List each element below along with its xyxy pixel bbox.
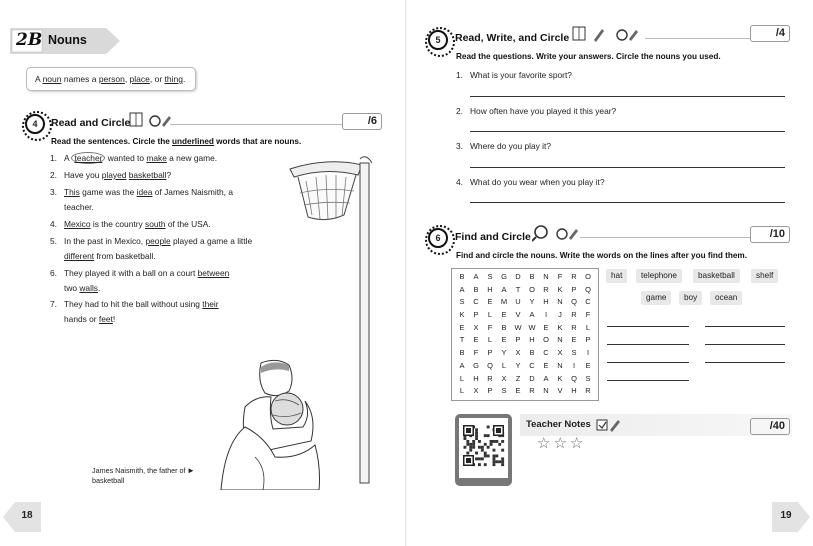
section-title: Read and Circle	[51, 117, 131, 129]
answer-line[interactable]	[470, 167, 785, 168]
grid-letter[interactable]: L	[459, 386, 465, 396]
grid-letter[interactable]: A	[501, 284, 507, 294]
grid-letter[interactable]: N	[557, 360, 563, 370]
grid-letter[interactable]: R	[585, 386, 591, 396]
section5-number-badge: 5	[428, 30, 448, 50]
word-answer-line[interactable]	[705, 344, 785, 345]
grid-letter[interactable]: L	[487, 335, 493, 345]
section5-title: Read, Write, and Circle	[455, 32, 570, 44]
list-item: 3. This game was the idea of James Naismith, a teacher.	[50, 187, 233, 212]
section5-score-box[interactable]: /4	[750, 25, 790, 42]
grid-letter[interactable]: Z	[515, 373, 521, 383]
section5-divider	[645, 38, 750, 39]
grid-letter[interactable]: R	[543, 284, 549, 294]
grid-letter[interactable]: R	[571, 310, 577, 320]
grid-letter[interactable]: R	[529, 386, 535, 396]
word-search-grid[interactable]	[451, 268, 599, 401]
grid-letter[interactable]: E	[585, 360, 591, 370]
grid-letter[interactable]: J	[558, 310, 562, 320]
grid-letter[interactable]: X	[557, 348, 563, 358]
grid-letter[interactable]: E	[459, 322, 465, 332]
grid-letter[interactable]: S	[487, 272, 493, 281]
section6-divider	[580, 237, 750, 238]
grid-letter[interactable]: F	[585, 310, 591, 320]
caption-arrow-icon: ►	[187, 466, 195, 475]
word-answer-line[interactable]	[705, 326, 785, 327]
word-answer-line[interactable]	[705, 362, 785, 363]
grid-letter[interactable]: F	[473, 348, 479, 358]
grid-letter[interactable]: F	[487, 322, 493, 332]
grid-letter[interactable]: M	[500, 297, 508, 307]
grid-letter[interactable]: E	[543, 360, 549, 370]
unit-title: Nouns	[48, 33, 87, 47]
grid-letter[interactable]: K	[557, 322, 563, 332]
word-chip: basketball	[693, 269, 740, 283]
grid-letter[interactable]: P	[571, 284, 577, 294]
grid-letter[interactable]: P	[473, 310, 479, 320]
noun-definition: A noun names a person, place, or thing.	[26, 67, 196, 91]
word-chip: shelf	[751, 269, 778, 283]
total-score-box[interactable]: /40	[750, 418, 790, 435]
word-answer-line[interactable]	[607, 326, 689, 327]
section5-instruction: Read the questions. Write your answers. Circle the nouns you used.	[456, 52, 721, 61]
grid-letter[interactable]: B	[473, 284, 479, 294]
image-caption: James Naismith, the father of basketball	[92, 466, 186, 485]
grid-letter[interactable]: S	[459, 297, 465, 307]
grid-letter[interactable]: S	[501, 386, 507, 396]
section-instruction: Read the sentences. Circle the underlined words that are nouns.	[51, 137, 302, 146]
grid-letter[interactable]: C	[585, 297, 591, 307]
grid-letter[interactable]: H	[473, 373, 479, 383]
question-item: 4. What do you wear when you play it?	[456, 177, 605, 187]
grid-letter[interactable]: D	[515, 272, 521, 281]
answer-line[interactable]	[470, 96, 785, 97]
list-item: 7. They had to hit the ball without using their hands or feet!	[50, 299, 219, 324]
page-number-right: 19	[780, 510, 792, 521]
grid-letter[interactable]: Q	[571, 297, 577, 307]
grid-letter[interactable]: R	[487, 373, 493, 383]
grid-letter[interactable]: H	[571, 386, 577, 396]
grid-letter[interactable]: I	[586, 348, 590, 358]
grid-letter[interactable]: U	[515, 297, 521, 307]
grid-letter[interactable]: W	[528, 322, 536, 332]
answer-line[interactable]	[470, 202, 785, 203]
grid-letter[interactable]: K	[557, 373, 563, 383]
magnifier-circle-icons	[532, 224, 578, 242]
grid-letter[interactable]: A	[543, 373, 549, 383]
word-chip: boy	[679, 291, 702, 305]
word-answer-line[interactable]	[607, 380, 689, 381]
grid-letter[interactable]: G	[501, 272, 507, 281]
grid-letter[interactable]: O	[585, 272, 591, 281]
circled-word[interactable]: teacher	[71, 152, 105, 164]
grid-letter[interactable]: Q	[585, 284, 591, 294]
grid-letter[interactable]: L	[487, 310, 493, 320]
word-answer-line[interactable]	[607, 362, 689, 363]
qr-code-icon[interactable]	[462, 424, 505, 467]
grid-letter[interactable]: K	[557, 284, 563, 294]
grid-letter[interactable]: V	[515, 310, 521, 320]
grid-letter[interactable]: P	[487, 386, 493, 396]
grid-letter[interactable]: L	[459, 373, 465, 383]
grid-letter[interactable]: X	[515, 348, 521, 358]
grid-letter[interactable]: I	[572, 360, 576, 370]
list-item: 6. They played it with a ball on a court between two walls.	[50, 268, 230, 293]
grid-letter[interactable]: R	[571, 272, 577, 281]
grid-letter[interactable]: E	[473, 335, 479, 345]
unit-code: 2B	[16, 30, 43, 50]
list-item: 4. Mexico is the country south of the USA.	[50, 219, 211, 229]
grid-letter[interactable]: H	[487, 284, 493, 294]
page-number-left: 18	[21, 510, 33, 521]
list-item: 1. A teacher wanted to make a new game.	[50, 153, 218, 163]
section-score-box[interactable]: /6	[342, 113, 382, 130]
answer-line[interactable]	[470, 131, 785, 132]
grid-letter[interactable]: D	[529, 373, 535, 383]
grid-letter[interactable]: F	[557, 272, 563, 281]
grid-letter[interactable]: L	[585, 322, 591, 332]
grid-letter[interactable]: I	[544, 310, 548, 320]
grid-letter[interactable]: T	[515, 284, 521, 294]
grid-letter[interactable]: Y	[515, 360, 521, 370]
grid-letter[interactable]: A	[459, 360, 465, 370]
grid-letter[interactable]: B	[529, 348, 535, 358]
word-chip: game	[641, 291, 671, 305]
grid-letter[interactable]: P	[487, 348, 493, 358]
question-item: 3. Where do you play it?	[456, 141, 552, 151]
grid-letter[interactable]: Q	[487, 360, 493, 370]
grid-letter[interactable]: P	[515, 335, 521, 345]
rating-stars[interactable]: ☆☆☆	[537, 435, 587, 452]
word-answer-line[interactable]	[607, 344, 689, 345]
list-item: 2. Have you played basketball?	[50, 170, 172, 180]
grid-letter[interactable]: E	[515, 386, 521, 396]
james-naismith-illustration	[215, 357, 325, 490]
grid-letter[interactable]: B	[529, 272, 535, 281]
grid-letter[interactable]: N	[543, 272, 549, 281]
grid-letter[interactable]: S	[585, 373, 591, 383]
grid-letter[interactable]: K	[459, 310, 465, 320]
grid-letter[interactable]: O	[529, 284, 535, 294]
word-chip: ocean	[710, 291, 742, 305]
grid-letter[interactable]: X	[501, 373, 507, 383]
grid-letter[interactable]: N	[543, 386, 549, 396]
grid-letter[interactable]: R	[571, 322, 577, 332]
grid-letter[interactable]: E	[501, 310, 507, 320]
left-page	[0, 0, 406, 546]
grid-letter[interactable]: X	[473, 386, 479, 396]
grid-letter[interactable]: A	[529, 310, 535, 320]
grid-letter[interactable]: O	[543, 335, 549, 345]
grid-letter[interactable]: V	[557, 386, 563, 396]
grid-letter[interactable]: B	[501, 322, 507, 332]
grid-letter[interactable]: S	[571, 348, 577, 358]
grid-letter[interactable]: B	[459, 272, 465, 281]
grid-letter[interactable]: Y	[529, 297, 535, 307]
grid-letter[interactable]: C	[473, 297, 479, 307]
grid-letter[interactable]: L	[501, 360, 507, 370]
grid-letter[interactable]: P	[585, 335, 591, 345]
grid-letter[interactable]: C	[529, 360, 535, 370]
grid-letter[interactable]: N	[557, 297, 563, 307]
grid-letter[interactable]: A	[459, 284, 465, 294]
write-circle-icons	[572, 25, 644, 43]
book-icon	[129, 111, 173, 129]
grid-letter[interactable]: E	[501, 335, 507, 345]
grid-letter[interactable]: N	[557, 335, 563, 345]
section6-number-badge: 6	[428, 228, 448, 248]
grid-letter[interactable]: T	[459, 335, 465, 345]
section6-title: Find and Circle	[455, 231, 531, 243]
word-chip: hat	[606, 269, 627, 283]
grid-letter[interactable]: E	[543, 322, 549, 332]
question-item: 2. How often have you played it this year?	[456, 106, 617, 116]
section-divider	[170, 124, 342, 125]
grid-letter[interactable]: Q	[571, 373, 577, 383]
grid-letter[interactable]: E	[487, 297, 493, 307]
section-number-badge: 4	[25, 114, 45, 134]
section6-instruction: Find and circle the nouns. Write the words on the lines after you find them.	[456, 251, 747, 260]
grid-letter[interactable]: E	[571, 335, 577, 345]
question-item: 1. What is your favorite sport?	[456, 70, 572, 80]
list-item: 5. In the past in Mexico, people played a game a little different from basketball.	[50, 236, 253, 261]
teacher-notes-title: Teacher Notes	[526, 419, 591, 430]
grid-letter[interactable]: G	[473, 360, 479, 370]
grid-letter[interactable]: X	[473, 322, 479, 332]
word-chip: telephone	[636, 269, 682, 283]
grid-letter[interactable]: B	[459, 348, 465, 358]
section6-score-box[interactable]: /10	[750, 226, 790, 243]
grid-letter[interactable]: W	[514, 322, 522, 332]
grid-letter[interactable]: H	[543, 297, 549, 307]
grid-letter[interactable]: Y	[501, 348, 507, 358]
grid-letter[interactable]: C	[543, 348, 549, 358]
grid-letter[interactable]: A	[473, 272, 479, 281]
checkbox-pencil-icon	[596, 418, 622, 432]
grid-letter[interactable]: H	[529, 335, 535, 345]
